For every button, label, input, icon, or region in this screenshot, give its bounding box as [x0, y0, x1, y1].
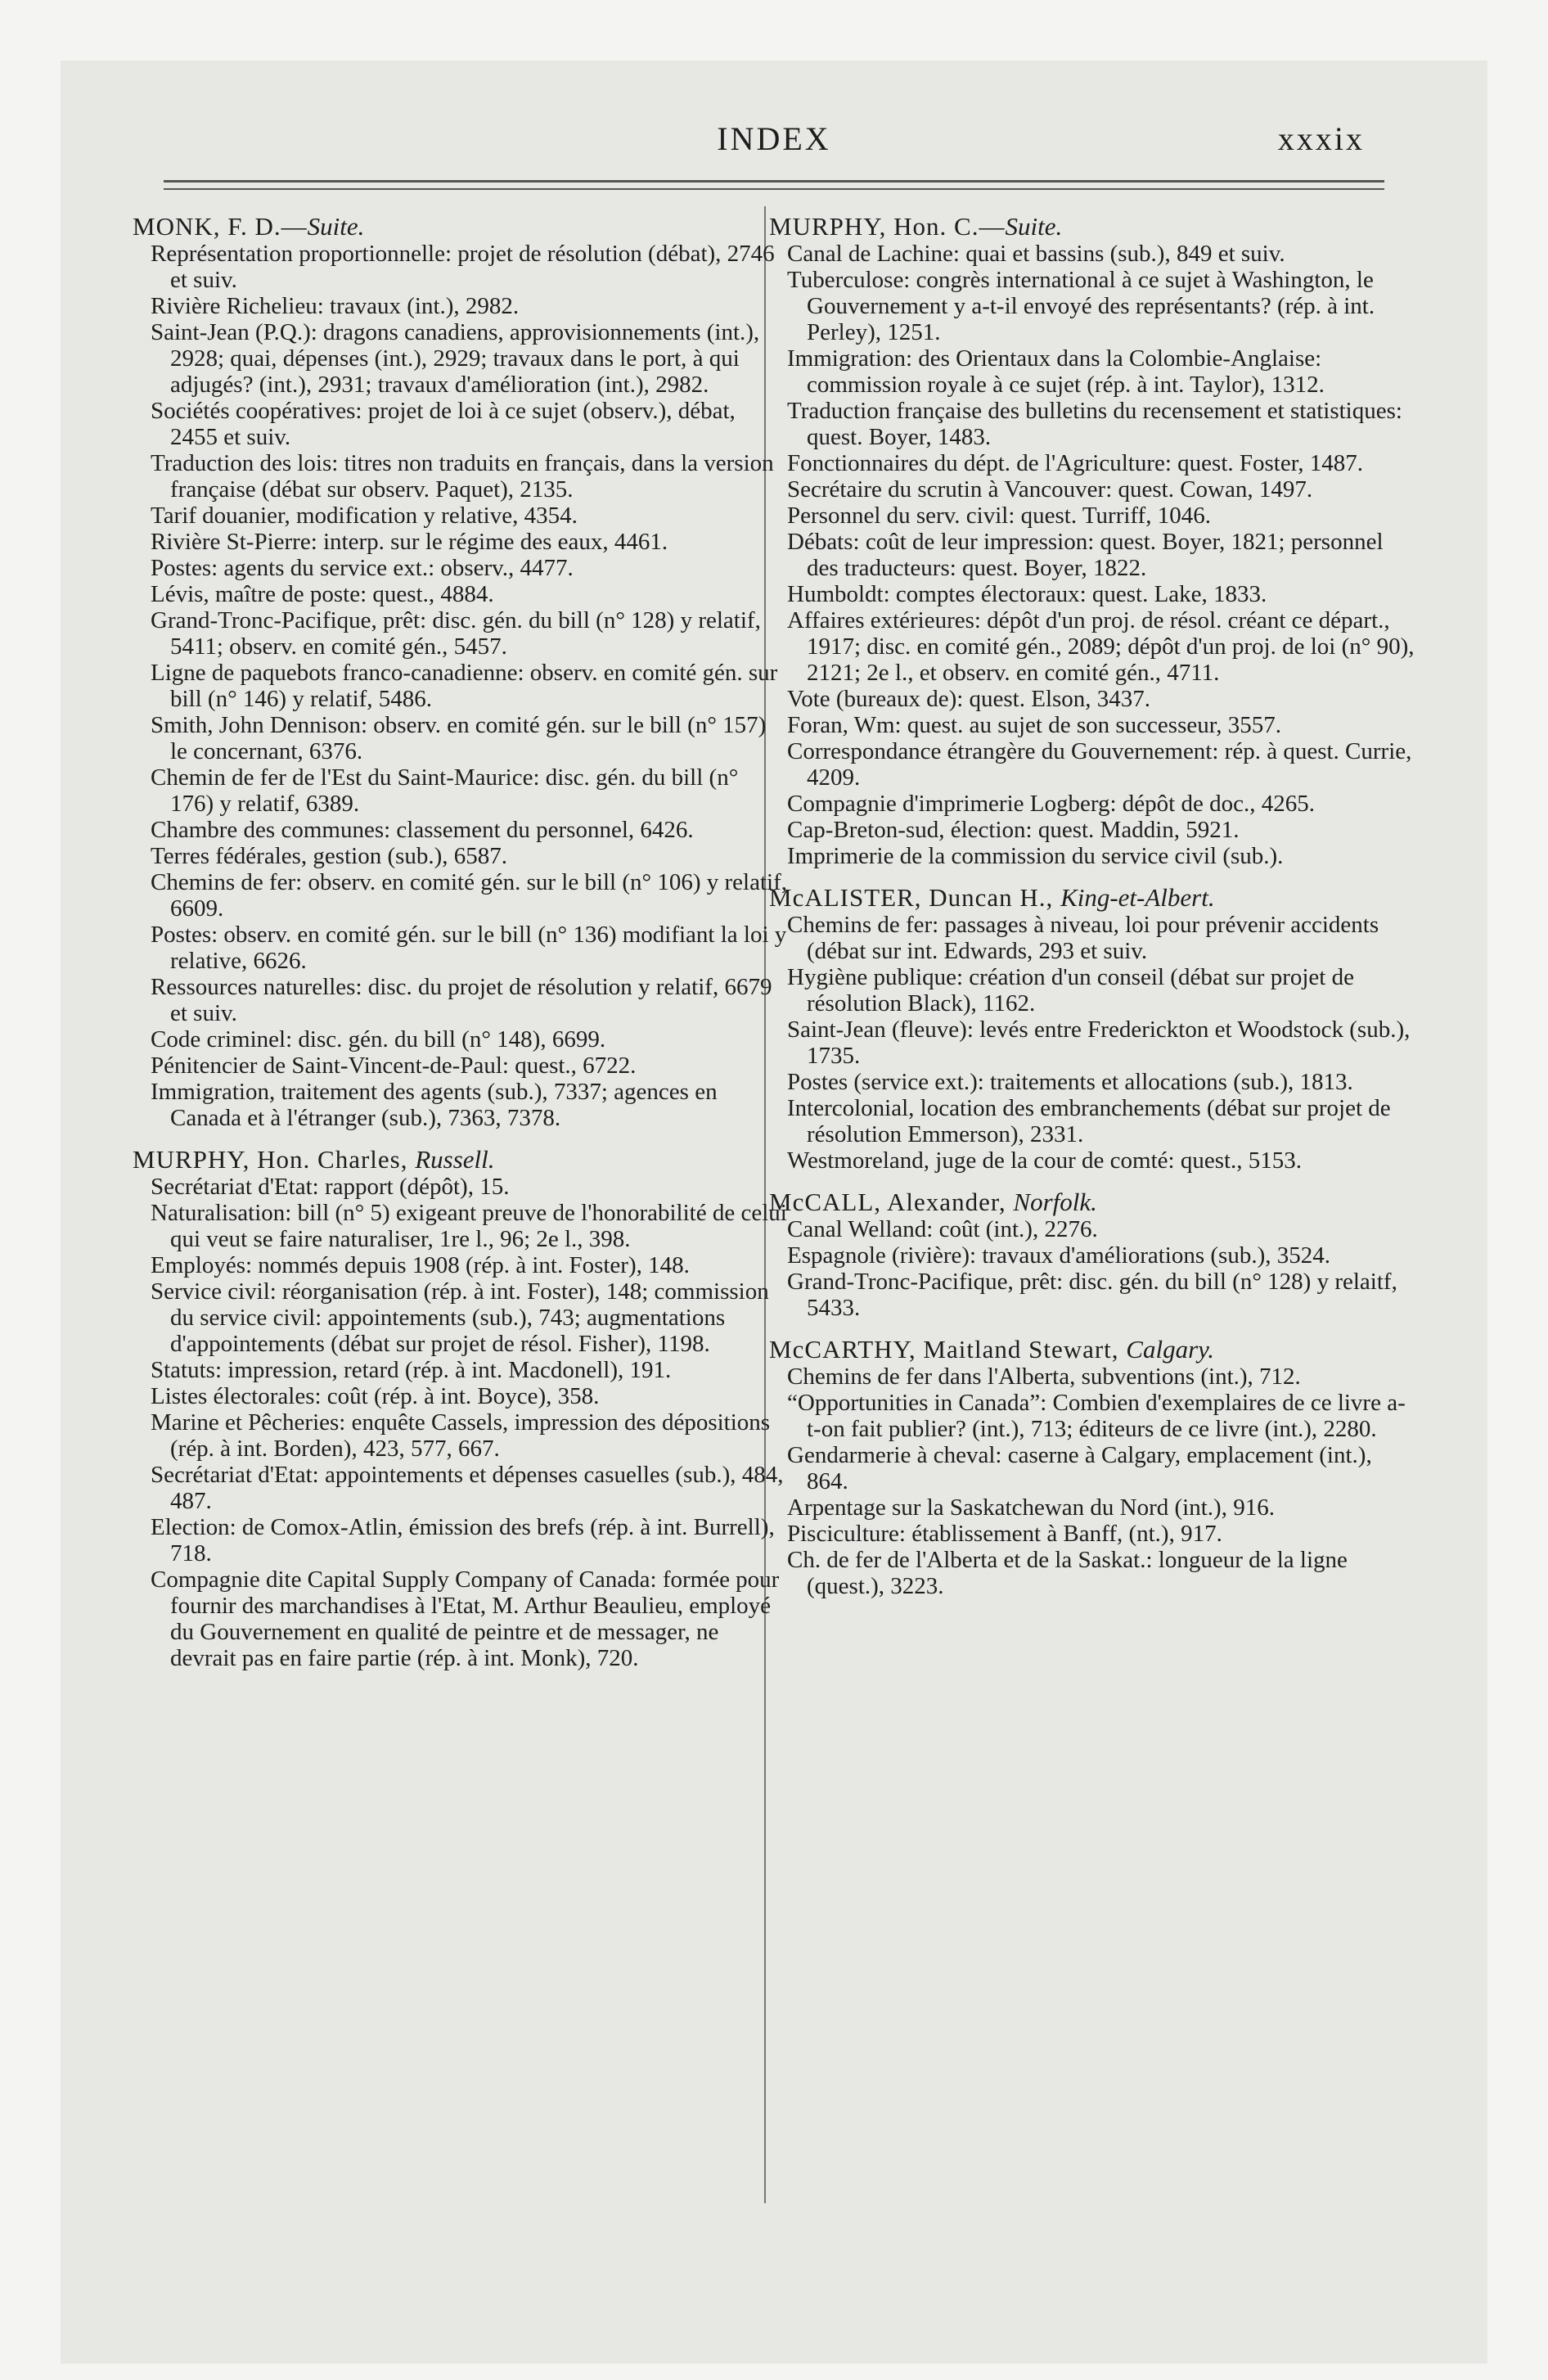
index-entry: Affaires extérieures: dépôt d'un proj. de résol. créant ce départ., 1917; disc. en comité gén., 2089; dépôt d'un proj. de loi (n° 90), 2121; 2e l., et observ. en comité gén., 4711. [787, 607, 1415, 686]
index-entry: Chemin de fer de l'Est du Saint-Maurice: disc. gén. du bill (n° 176) y relatif, 6389. [151, 764, 739, 817]
heading-riding: Suite. [1005, 212, 1063, 241]
index-entry: Représentation proportionnelle: projet de résolution (débat), 2746 et suiv. [151, 241, 775, 293]
index-entry: Hygiène publique: création d'un conseil (débat sur projet de résolution Black), 1162. [787, 964, 1354, 1016]
index-entry: Espagnole (rivière): travaux d'améliorations (sub.), 3524. [787, 1242, 1330, 1269]
index-entry: Pénitencier de Saint-Vincent-de-Paul: quest., 6722. [151, 1053, 637, 1079]
left-column [133, 213, 787, 1671]
index-entry: Imprimerie de la commission du service civil (sub.). [787, 843, 1284, 869]
index-entry: Canal Welland: coût (int.), 2276. [787, 1216, 1098, 1242]
heading-riding: Suite. [307, 212, 365, 241]
page-header [61, 115, 1487, 164]
heading-name: MURPHY, Hon. Charles, [133, 1145, 416, 1174]
index-entry: Code criminel: disc. gén. du bill (n° 148), 6699. [151, 1026, 606, 1053]
index-entry: Grand-Tronc-Pacifique, prêt: disc. gén. du bill (n° 128) y relatif, 5411; observ. en comité gén., 5457. [151, 607, 761, 660]
index-page [61, 61, 1487, 2364]
heading-riding: Calgary. [1126, 1335, 1214, 1364]
index-entry: Ligne de paquebots franco-canadienne: observ. en comité gén. sur bill (n° 146) y relatif, 5486. [151, 660, 778, 712]
index-entry: Foran, Wm: quest. au sujet de son successeur, 3557. [787, 712, 1281, 738]
index-entry: Tarif douanier, modification y relative, 4354. [151, 503, 578, 529]
index-heading [769, 884, 1415, 912]
index-entry: Compagnie dite Capital Supply Company of Canada: formée pour fournir des marchandises à l'Etat, M. Arthur Beaulieu, employé du Gouvernement en qualité de peintre et de messager, ne devrait pas en faire partie (rép. à int. Monk), 720. [151, 1566, 780, 1671]
index-entry: Postes: agents du service ext.: observ., 4477. [151, 555, 574, 581]
index-entry: Pisciculture: établissement à Banff, (nt.), 917. [787, 1521, 1222, 1547]
index-entry: Rivière Richelieu: travaux (int.), 2982. [151, 293, 520, 319]
heading-riding: King-et-Albert. [1060, 883, 1215, 912]
index-entry: Marine et Pêcheries: enquête Cassels, impression des dépositions (rép. à int. Borden), 423, 577, 667. [151, 1409, 771, 1462]
heading-name: McCARTHY, Maitland Stewart, [769, 1335, 1127, 1364]
index-heading [769, 1188, 1415, 1216]
index-entry: Intercolonial, location des embranchements (débat sur projet de résolution Emmerson), 2331. [787, 1095, 1391, 1147]
index-entry: Traduction des lois: titres non traduits en français, dans la version française (débat sur observ. Paquet), 2135. [151, 450, 774, 503]
index-entry: Chemins de fer dans l'Alberta, subventions (int.), 712. [787, 1364, 1301, 1390]
index-entry: Lévis, maître de poste: quest., 4884. [151, 581, 494, 607]
index-entry: Gendarmerie à cheval: caserne à Calgary, emplacement (int.), 864. [787, 1442, 1372, 1494]
index-entry: Service civil: réorganisation (rép. à int. Foster), 148; commission du service civil: appointements (sub.), 743; augmentations d'appointements (débat sur projet de résol. Fisher), 1198. [151, 1278, 769, 1357]
index-entry: Fonctionnaires du dépt. de l'Agriculture: quest. Foster, 1487. [787, 450, 1363, 476]
index-entry: Chemins de fer: observ. en comité gén. sur le bill (n° 106) y relatif, 6609. [151, 869, 788, 922]
index-entry: Correspondance étrangère du Gouvernement: rép. à quest. Currie, 4209. [787, 738, 1412, 791]
heading-name: McALISTER, Duncan H., [769, 883, 1061, 912]
index-entry: Ressources naturelles: disc. du projet de résolution y relatif, 6679 et suiv. [151, 974, 772, 1026]
index-heading [133, 1146, 787, 1174]
index-entry: Secrétaire du scrutin à Vancouver: quest. Cowan, 1497. [787, 476, 1313, 503]
index-entry: Sociétés coopératives: projet de loi à ce sujet (observ.), débat, 2455 et suiv. [151, 398, 736, 450]
index-entry: Canal de Lachine: quai et bassins (sub.), 849 et suiv. [787, 241, 1285, 267]
index-heading [769, 213, 1415, 241]
index-entry: Terres fédérales, gestion (sub.), 6587. [151, 843, 508, 869]
index-entry: Arpentage sur la Saskatchewan du Nord (int.), 916. [787, 1494, 1275, 1521]
index-entry: Personnel du serv. civil: quest. Turriff, 1046. [787, 503, 1211, 529]
index-entry: Saint-Jean (P.Q.): dragons canadiens, approvisionnements (int.), 2928; quai, dépenses (int.), 2929; travaux dans le port, à qui adjugés? (int.), 2931; travaux d'amélioration (int.), 2982. [151, 319, 760, 398]
heading-name: McCALL, Alexander, [769, 1188, 1014, 1216]
header-rule-bottom [164, 188, 1384, 190]
page-title: INDEX [717, 120, 831, 157]
index-entry: Saint-Jean (fleuve): levés entre Frederickton et Woodstock (sub.), 1735. [787, 1016, 1411, 1069]
index-entry: Postes: observ. en comité gén. sur le bill (n° 136) modifiant la loi y relative, 6626. [151, 922, 787, 974]
index-entry: Statuts: impression, retard (rép. à int. Macdonell), 191. [151, 1357, 672, 1383]
index-entry: Smith, John Dennison: observ. en comité gén. sur le bill (n° 157) le concernant, 6376. [151, 712, 767, 764]
right-column [769, 213, 1415, 1599]
index-entry: Postes (service ext.): traitements et allocations (sub.), 1813. [787, 1069, 1353, 1095]
index-entry: Naturalisation: bill (n° 5) exigeant preuve de l'honorabilité de celui qui veut se faire naturaliser, 1re l., 96; 2e l., 398. [151, 1200, 787, 1252]
index-entry: Employés: nommés depuis 1908 (rép. à int. Foster), 148. [151, 1252, 690, 1278]
index-entry: Listes électorales: coût (rép. à int. Boyce), 358. [151, 1383, 600, 1409]
index-entry: Westmoreland, juge de la cour de comté: quest., 5153. [787, 1147, 1303, 1174]
index-entry: Grand-Tronc-Pacifique, prêt: disc. gén. du bill (n° 128) y relaitf, 5433. [787, 1269, 1397, 1321]
index-entry: Cap-Breton-sud, élection: quest. Maddin, 5921. [787, 817, 1240, 843]
index-entry: Débats: coût de leur impression: quest. Boyer, 1821; personnel des traducteurs: quest. Boyer, 1822. [787, 529, 1384, 581]
index-entry: Immigration: des Orientaux dans la Colombie-Anglaise: commission royale à ce sujet (rép. à int. Taylor), 1312. [787, 345, 1325, 398]
index-entry: Ch. de fer de l'Alberta et de la Saskat.: longueur de la ligne (quest.), 3223. [787, 1547, 1348, 1599]
index-entry: Chemins de fer: passages à niveau, loi pour prévenir accidents (débat sur int. Edwards, 293 et suiv. [787, 912, 1379, 964]
index-entry: Secrétariat d'Etat: appointements et dépenses casuelles (sub.), 484, 487. [151, 1462, 784, 1514]
heading-riding: Norfolk. [1013, 1188, 1097, 1216]
heading-name: MURPHY, Hon. C.— [769, 212, 1006, 241]
heading-riding: Russell. [415, 1145, 495, 1174]
index-entry: Rivière St-Pierre: interp. sur le régime des eaux, 4461. [151, 529, 668, 555]
index-entry: “Opportunities in Canada”: Combien d'exemplaires de ce livre a-t-on fait publier? (int.), 713; éditeurs de ce livre (int.), 2280. [787, 1390, 1406, 1442]
index-heading [133, 213, 787, 241]
index-entry: Humboldt: comptes électoraux: quest. Lake, 1833. [787, 581, 1267, 607]
index-entry: Election: de Comox-Atlin, émission des brefs (rép. à int. Burrell), 718. [151, 1514, 775, 1566]
index-entry: Traduction française des bulletins du recensement et statistiques: quest. Boyer, 1483. [787, 398, 1402, 450]
header-rule-top [164, 180, 1384, 183]
index-entry: Tuberculose: congrès international à ce sujet à Washington, le Gouvernement y a-t-il envoyé des représentants? (rép. à int. Perley), 1251. [787, 267, 1375, 345]
index-entry: Vote (bureaux de): quest. Elson, 3437. [787, 686, 1151, 712]
heading-name: MONK, F. D.— [133, 212, 308, 241]
index-entry: Secrétariat d'Etat: rapport (dépôt), 15. [151, 1174, 510, 1200]
page-number: xxxix [1277, 120, 1365, 157]
index-heading [769, 1336, 1415, 1364]
index-entry: Chambre des communes: classement du personnel, 6426. [151, 817, 694, 843]
index-entry: Compagnie d'imprimerie Logberg: dépôt de doc., 4265. [787, 791, 1315, 817]
index-entry: Immigration, traitement des agents (sub.), 7337; agences en Canada et à l'étranger (sub.), 7363, 7378. [151, 1079, 718, 1131]
